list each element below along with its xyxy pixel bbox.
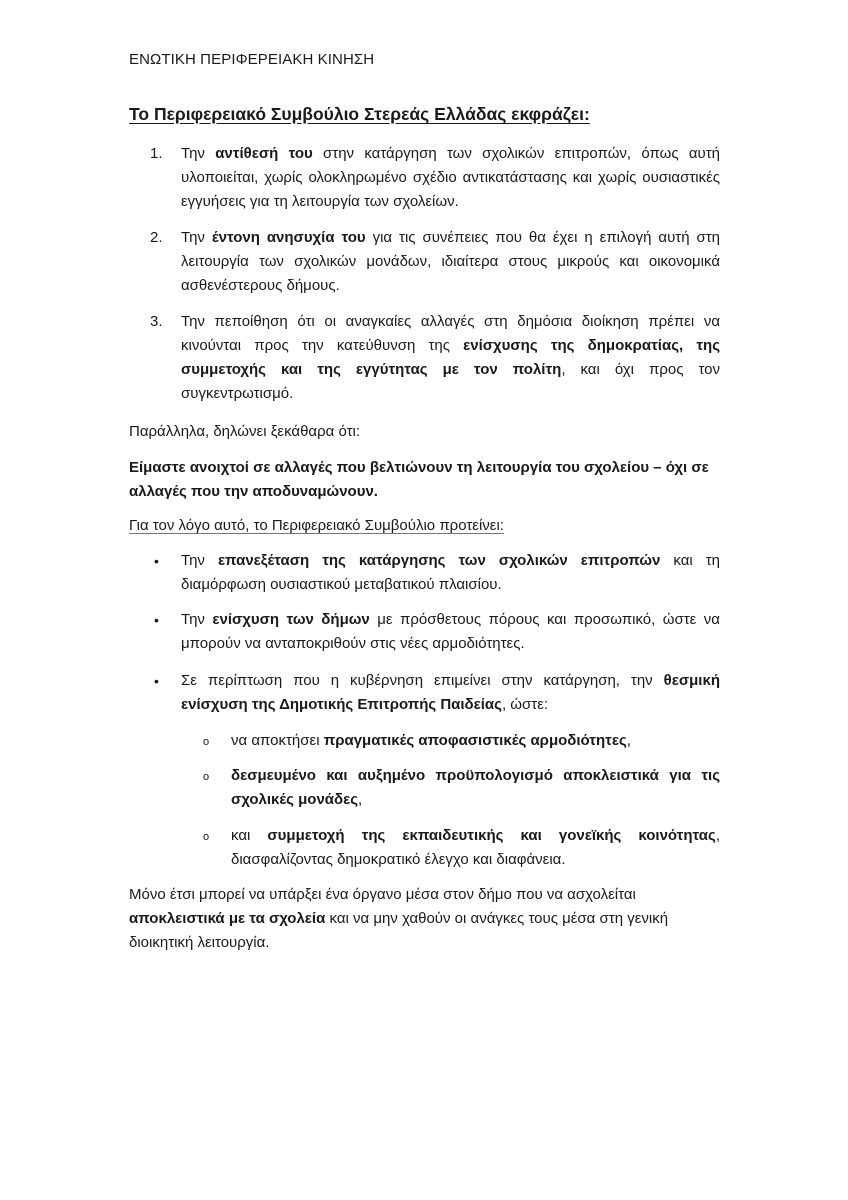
numbered-item-2: 2. Την έντονη ανησυχία του για τις συνέπειες που θα έχει η επιλογή αυτή στη λειτουργία των σχολικών μονάδων, ιδιαίτερα στους μικρούς και οικονομικά ασθενέστερους δήμους. [150,226,720,298]
bold-phrase: αντίθεσή του [215,145,313,162]
bullet-icon: • [154,673,159,689]
bold-phrase: θεσμική ενίσχυση της Δημοτικής Επιτροπής Παιδείας [181,672,720,713]
hollow-bullet-icon: o [203,831,210,843]
statement-paragraph: Είμαστε ανοιχτοί σε αλλαγές που βελτιώνουν τη λειτουργία του σχολείου – όχι σε αλλαγές που την αποδυναμώνουν. [129,459,709,500]
parallel-paragraph: Παράλληλα, δηλώνει ξεκάθαρα ότι: [129,423,361,440]
list-number: 2. [150,229,163,246]
bold-phrase: αποκλειστικά με τα σχολεία [129,910,326,927]
bullet-icon: • [154,553,159,569]
document-title: Το Περιφερειακό Συμβούλιο Στερεάς Ελλάδας εκφράζει: [129,104,590,124]
numbered-item-3: 3. Την πεποίθηση ότι οι αναγκαίες αλλαγές στη δημόσια διοίκηση πρέπει να κινούνται προς την κατεύθυνση της ενίσχυσης της δημοκρατίας, της συμμετοχής και της εγγύτητας με τον πολίτη, και όχι προς τον συγκεντρωτισμό. [150,310,720,406]
hollow-bullet-icon: o [203,736,210,748]
bold-phrase: ενίσχυσης της δημοκρατίας, της συμμετοχής και της εγγύτητας με τον πολίτη [181,337,720,378]
bold-phrase: ενίσχυση των δήμων [212,611,370,628]
sub-bullet-item-2: o δεσμευμένο και αυξημένο προϋπολογισμό αποκλειστικά για τις σχολικές μονάδες, [203,767,720,808]
sub-bullet-item-1: o να αποκτήσει πραγματικές αποφασιστικές αρμοδιότητες, [203,729,720,753]
closing-paragraph: Μόνο έτσι μπορεί να υπάρξει ένα όργανο μέσα στον δήμο που να ασχολείται αποκλειστικά με τα σχολεία και να μην χαθούν οι ανάγκες τους μέσα στη γενική διοικητική λειτουργία. [129,886,669,951]
bold-phrase: δεσμευμένο και αυξημένο προϋπολογισμό αποκλειστικά για τις σχολικές μονάδες [231,767,720,808]
bullet-icon: • [154,612,159,628]
bold-phrase: επανεξέταση της κατάργησης των σχολικών επιτροπών [217,552,661,569]
bold-phrase: συμμετοχή της εκπαιδευτικής και γονεϊκής κοινότητας [267,827,716,844]
numbered-item-1: 1. Την αντίθεσή του στην κατάργηση των σχολικών επιτροπών, όπως αυτή υλοποιείται, χωρίς ολοκληρωμένο σχέδιο αντικατάστασης και χωρίς ουσιαστικές εγγυήσεις για τη λειτουργία των σχολείων. [150,142,720,214]
document-header: ΕΝΩΤΙΚΗ ΠΕΡΙΦΕΡΕΙΑΚΗ ΚΙΝΗΣΗ [129,51,375,68]
bullet-item-3: • Σε περίπτωση που η κυβέρνηση επιμείνει στην κατάργηση, την θεσμική ενίσχυση της Δημοτικής Επιτροπής Παιδείας, ώστε: [150,669,720,717]
bullet-item-1: • Την επανεξέταση της κατάργησης των σχολικών επιτροπών και τη διαμόρφωση ουσιαστικού μεταβατικού πλαισίου. [150,549,720,597]
bullet-item-2: • Την ενίσχυση των δήμων με πρόσθετους πόρους και προσωπικό, ώστε να μπορούν να ανταποκριθούν στις νέες αρμοδιότητες. [150,608,720,656]
hollow-bullet-icon: o [203,771,210,783]
bold-phrase: έντονη ανησυχία του [211,229,366,246]
proposes-paragraph: Για τον λόγο αυτό, το Περιφερειακό Συμβούλιο προτείνει: [129,517,504,534]
list-number: 1. [150,145,163,162]
bold-phrase: πραγματικές αποφασιστικές αρμοδιότητες [323,732,627,749]
sub-bullet-item-3: o και συμμετοχή της εκπαιδευτικής και γονεϊκής κοινότητας, διασφαλίζοντας δημοκρατικό έλεγχο και διαφάνεια. [203,827,720,868]
list-number: 3. [150,313,163,330]
